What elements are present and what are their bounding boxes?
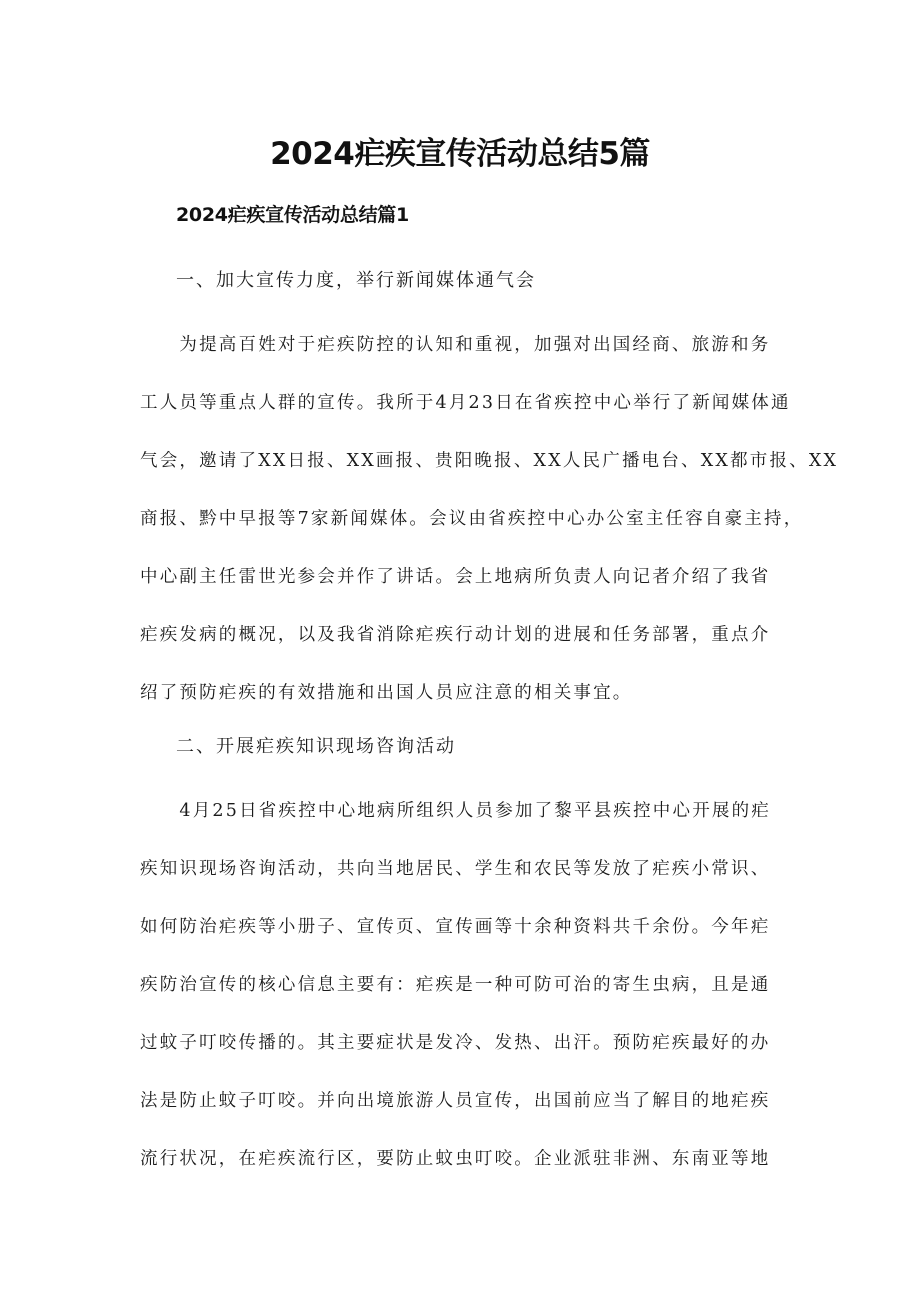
- paragraph-consultation: [140, 795, 800, 1201]
- section-title: 2024疟疾宣传活动总结篇1: [176, 204, 409, 226]
- heading-publicity: 一、加大宣传力度，举行新闻媒体通气会: [176, 270, 536, 291]
- heading-consultation: 二、开展疟疾知识现场咨询活动: [176, 736, 456, 757]
- paragraph-line: 疾知识现场咨询活动，共向当地居民、学生和农民等发放了疟疾小常识、: [140, 859, 771, 879]
- paragraph-line: 疾防治宣传的核心信息主要有：疟疾是一种可防可治的寄生虫病，且是通: [140, 975, 771, 995]
- document-title: 2024疟疾宣传活动总结5篇: [270, 136, 650, 172]
- paragraph-line: 气会，邀请了XX日报、XX画报、贵阳晚报、XX人民广播电台、XX都市报、XX: [140, 451, 839, 471]
- paragraph-line: 如何防治疟疾等小册子、宣传页、宣传画等十余种资料共千余份。今年疟: [140, 917, 771, 937]
- paragraph-line: 工人员等重点人群的宣传。我所于4月23日在省疾控中心举行了新闻媒体通: [140, 393, 791, 413]
- paragraph-line: 流行状况，在疟疾流行区，要防止蚊虫叮咬。企业派驻非洲、东南亚等地: [140, 1149, 771, 1169]
- paragraph-line: 4月25日省疾控中心地病所组织人员参加了黎平县疾控中心开展的疟: [140, 801, 771, 821]
- paragraph-line: 中心副主任雷世光参会并作了讲话。会上地病所负责人向记者介绍了我省: [140, 567, 771, 587]
- paragraph-line: 法是防止蚊子叮咬。并向出境旅游人员宣传，出国前应当了解目的地疟疾: [140, 1091, 771, 1111]
- paragraph-line: 为提高百姓对于疟疾防控的认知和重视，加强对出国经商、旅游和务: [140, 335, 771, 355]
- paragraph-line: 绍了预防疟疾的有效措施和出国人员应注意的相关事宜。: [140, 683, 633, 703]
- paragraph-line: 商报、黔中早报等7家新闻媒体。会议由省疾控中心办公室主任容自豪主持，: [140, 509, 804, 529]
- paragraph-line: 疟疾发病的概况，以及我省消除疟疾行动计划的进展和任务部署，重点介: [140, 625, 771, 645]
- paragraph-line: 过蚊子叮咬传播的。其主要症状是发冷、发热、出汗。预防疟疾最好的办: [140, 1033, 771, 1053]
- paragraph-media-briefing: [140, 329, 839, 735]
